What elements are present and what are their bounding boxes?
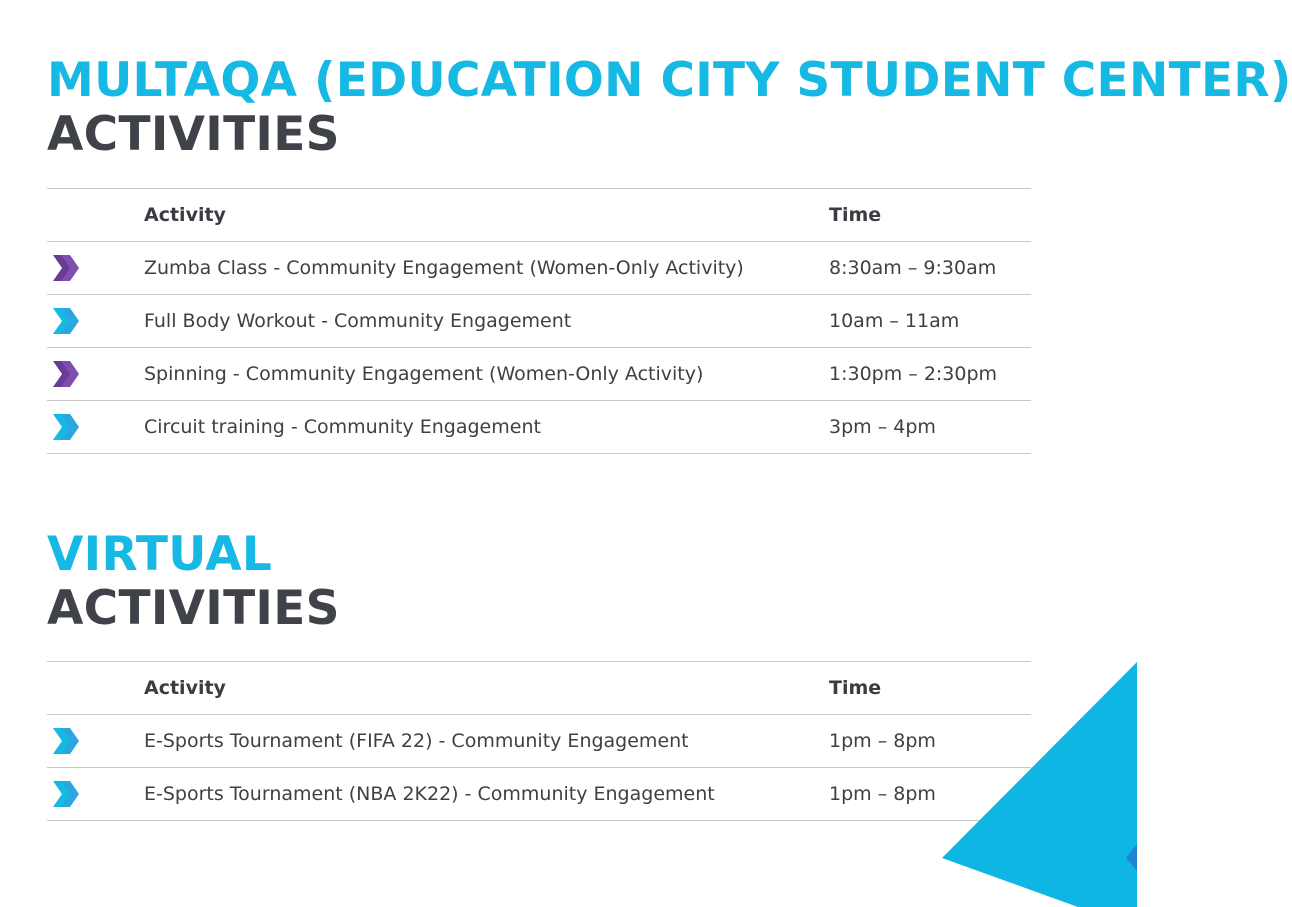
activity-time: 10am – 11am <box>829 310 960 332</box>
activities-table <box>47 188 1031 454</box>
section-title: MULTAQA (EDUCATION CITY STUDENT CENTER) <box>47 53 1292 108</box>
multaqa-section <box>47 53 1292 454</box>
blue-chevron-icon <box>51 413 81 441</box>
corner-decoration <box>937 662 1137 907</box>
activity-time: 8:30am – 9:30am <box>829 257 997 279</box>
virtual-section <box>47 528 1031 821</box>
activity-name: Full Body Workout - Community Engagement <box>144 310 572 332</box>
section-subtitle: ACTIVITIES <box>47 107 340 162</box>
activity-column-header: Activity <box>144 204 226 226</box>
table-row <box>47 242 1031 295</box>
activity-column-header: Activity <box>144 677 226 699</box>
table-row <box>47 715 1031 768</box>
section-title: VIRTUAL <box>47 527 273 582</box>
table-row <box>47 295 1031 348</box>
time-column-header: Time <box>829 677 882 699</box>
table-row <box>47 401 1031 454</box>
activity-name: Spinning - Community Engagement (Women-Only Activity) <box>144 363 704 385</box>
purple-chevron-icon <box>51 360 81 388</box>
purple-chevron-icon <box>51 254 81 282</box>
blue-chevron-icon <box>51 780 81 808</box>
table-header-row <box>47 189 1031 242</box>
activity-name: Circuit training - Community Engagement <box>144 416 541 438</box>
activity-time: 1pm – 8pm <box>829 730 936 752</box>
table-row <box>47 348 1031 401</box>
time-column-header: Time <box>829 204 882 226</box>
section-subtitle: ACTIVITIES <box>47 581 340 636</box>
table-header-row <box>47 662 1031 715</box>
blue-chevron-icon <box>51 727 81 755</box>
table-row <box>47 768 1031 821</box>
activity-time: 3pm – 4pm <box>829 416 936 438</box>
activity-time: 1:30pm – 2:30pm <box>829 363 998 385</box>
activity-time: 1pm – 8pm <box>829 783 936 805</box>
activities-table <box>47 661 1031 821</box>
activity-name: E-Sports Tournament (FIFA 22) - Community Engagement <box>144 730 689 752</box>
blue-chevron-icon <box>51 307 81 335</box>
activity-name: E-Sports Tournament (NBA 2K22) - Community Engagement <box>144 783 715 805</box>
activity-name: Zumba Class - Community Engagement (Women-Only Activity) <box>144 257 744 279</box>
